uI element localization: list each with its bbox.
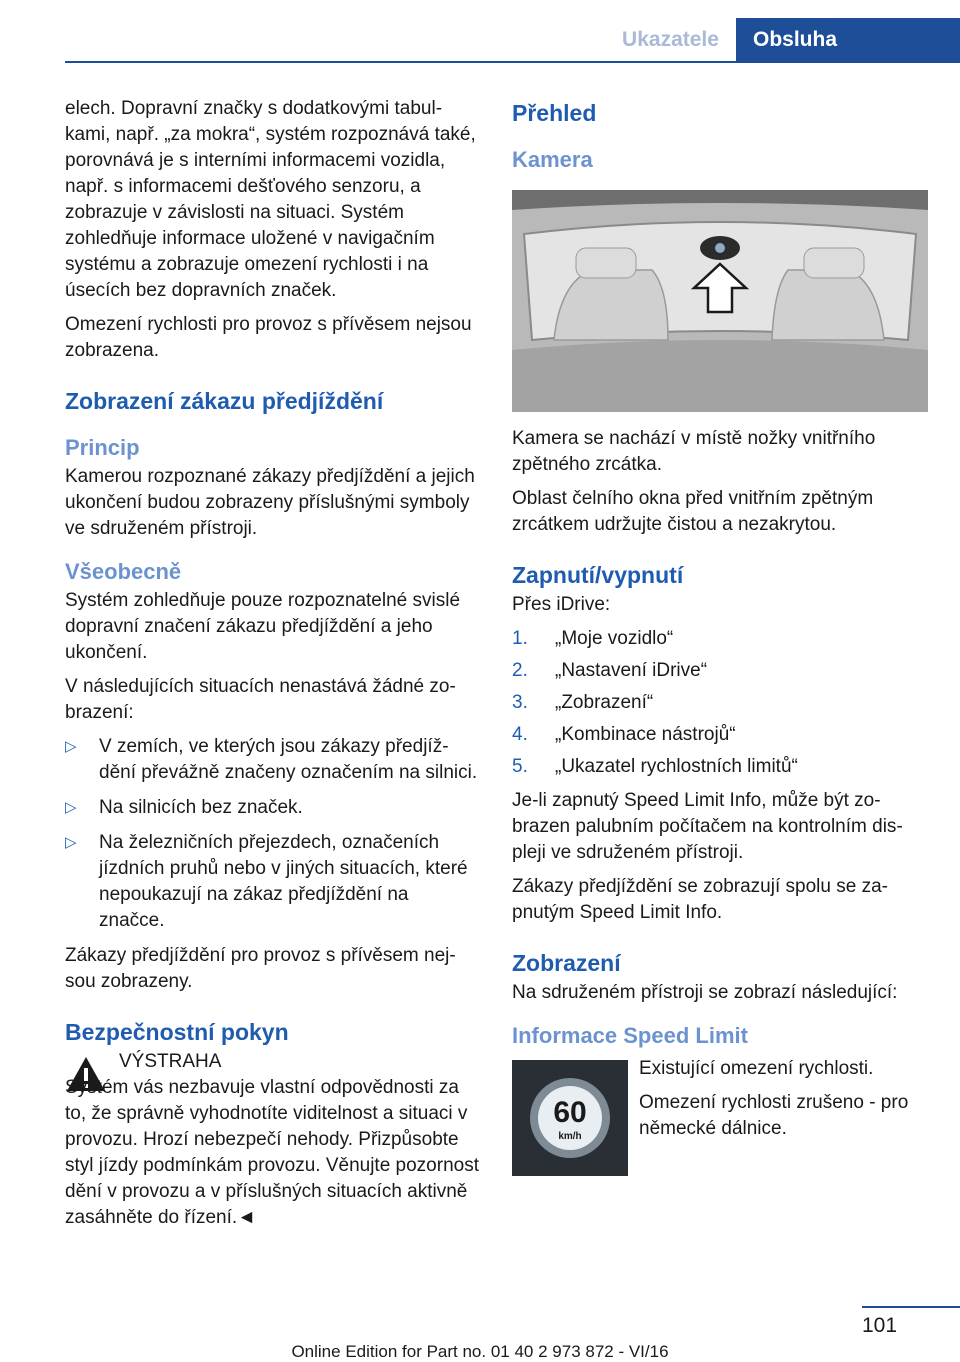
paragraph-existing-limit: Existující omezení rychlosti. bbox=[639, 1058, 874, 1079]
left-column bbox=[65, 96, 479, 1231]
right-column bbox=[512, 96, 926, 1176]
heading-display: Zobrazení bbox=[512, 950, 621, 976]
paragraph-general-1: Systém zohledňuje pouze rozpoznatelné svislé dopravní značení zákazu předjíždění a jeho ukončení. bbox=[65, 590, 461, 663]
triangle-bullet-icon: ▷ bbox=[65, 799, 77, 816]
speed-sign-unit: km/h bbox=[558, 1131, 582, 1142]
section-tab-ukazatele: Ukazatele bbox=[622, 28, 719, 51]
heading-general: Všeobecně bbox=[65, 559, 182, 584]
speed-limit-text bbox=[639, 1056, 926, 1142]
warning-block bbox=[65, 1049, 479, 1075]
heading-speed-limit-info: Informace Speed Limit bbox=[512, 1023, 748, 1048]
header-rule bbox=[65, 61, 960, 63]
paragraph-speed-limit-info: Je-li zapnutý Speed Limit Info, může být zobrazen palubním počítačem na kontrolním displeji ve sdruženém přístroji. bbox=[512, 790, 903, 863]
heading-overtaking-display: Zobrazení zákazu předjíždění bbox=[65, 388, 384, 414]
heading-camera: Kamera bbox=[512, 147, 593, 172]
edition-footer: Online Edition for Part no. 01 40 2 973 872 - VI/16 bbox=[291, 1342, 669, 1361]
paragraph-principle: Kamerou rozpoznané zákazy předjíždění a jejich ukončení budou zobrazeny příslušnými symboly ve sdruženém přístroji. bbox=[65, 466, 475, 539]
situation-list bbox=[65, 734, 479, 934]
list-item: 5. „Ukazatel rychlostních limitů“ bbox=[512, 756, 798, 777]
paragraph-camera-1: Kamera se nachází v místě nožky vnitřního zpětného zrcátka. bbox=[512, 428, 876, 475]
page-header bbox=[0, 0, 960, 62]
list-item: 3. „Zobrazení“ bbox=[512, 692, 654, 713]
paragraph-via-idrive: Přes iDrive: bbox=[512, 594, 611, 615]
page-number: 101 bbox=[862, 1314, 898, 1337]
list-item: ▷ Na silnicích bez značek. bbox=[65, 795, 479, 821]
heading-on-off: Zapnutí/vypnutí bbox=[512, 562, 684, 588]
speed-limit-sign-image bbox=[512, 1060, 628, 1176]
list-item: 2. „Nastavení iDrive“ bbox=[512, 660, 708, 681]
camera-windshield-image bbox=[512, 190, 928, 412]
paragraph-camera-2: Oblast čelního okna před vnitřním zpětným zrcátkem udržujte čistou a nezakrytou. bbox=[512, 488, 874, 535]
list-item: ▷ Na železničních přejezdech, označeních jízdních pruhů nebo v jiných situacích, které nepoukazují na zákaz předjíždění na značce. bbox=[65, 832, 468, 931]
heading-safety: Bezpečnostní pokyn bbox=[65, 1019, 289, 1045]
paragraph-intro: elech. Dopravní značky s dodatkovými tabulkami, např. „za mokra“, systém rozpoznává také, porovnává je s interními informacemi vozidla, např. s informacemi dešťového senzoru, a zobrazuje v závislosti na situaci. Systém zohledňuje informace uložené v navigačním systému a zobrazuje omezení rychlosti i na úsecích bez dopravních značek. bbox=[65, 98, 476, 301]
paragraph-display: Na sdruženém přístroji se zobrazí následující: bbox=[512, 982, 898, 1003]
list-item: ▷ V zemích, ve kterých jsou zákazy předjíždění převážně značeny označením na silnici. bbox=[65, 736, 478, 783]
paragraph-limit-cancelled: Omezení rychlosti zrušeno - pro německé dálnice. bbox=[639, 1092, 909, 1139]
footer-rule bbox=[862, 1306, 960, 1308]
paragraph-overtaking-with-info: Zákazy předjíždění se zobrazují spolu se zapnutým Speed Limit Info. bbox=[512, 876, 888, 923]
warning-text-block bbox=[65, 1075, 479, 1231]
paragraph-trailer-overtaking: Zákazy předjíždění pro provoz s přívěsem nejsou zobrazeny. bbox=[65, 945, 456, 992]
paragraph-general-2: V následujících situacích nenastává žádné zobrazení: bbox=[65, 676, 456, 723]
triangle-bullet-icon: ▷ bbox=[65, 738, 77, 755]
idrive-steps bbox=[512, 626, 926, 780]
triangle-bullet-icon: ▷ bbox=[65, 834, 77, 851]
heading-principle: Princip bbox=[65, 435, 140, 460]
list-item: 1. „Moje vozidlo“ bbox=[512, 628, 674, 649]
heading-overview: Přehled bbox=[512, 100, 597, 126]
speed-sign-value: 60 bbox=[553, 1096, 587, 1129]
list-item: 4. „Kombinace nástrojů“ bbox=[512, 724, 736, 745]
section-tab-obsluha: Obsluha bbox=[736, 18, 960, 62]
speed-limit-block bbox=[512, 1056, 926, 1176]
warning-title: VÝSTRAHA bbox=[119, 1051, 222, 1072]
paragraph-trailer-limit: Omezení rychlosti pro provoz s přívěsem nejsou zobrazena. bbox=[65, 314, 472, 361]
warning-text: Systém vás nezbavuje vlastní odpovědnosti za to, že správně vyhodnotíte viditelnost a situaci v provozu. Hrozí nebezpečí nehody. Přizpůsobte styl jízdy podmínkám provozu. Věnujte pozornost dění v provozu a v příslušných situacích aktivně zasáhněte do řízení.◄ bbox=[65, 1077, 479, 1228]
